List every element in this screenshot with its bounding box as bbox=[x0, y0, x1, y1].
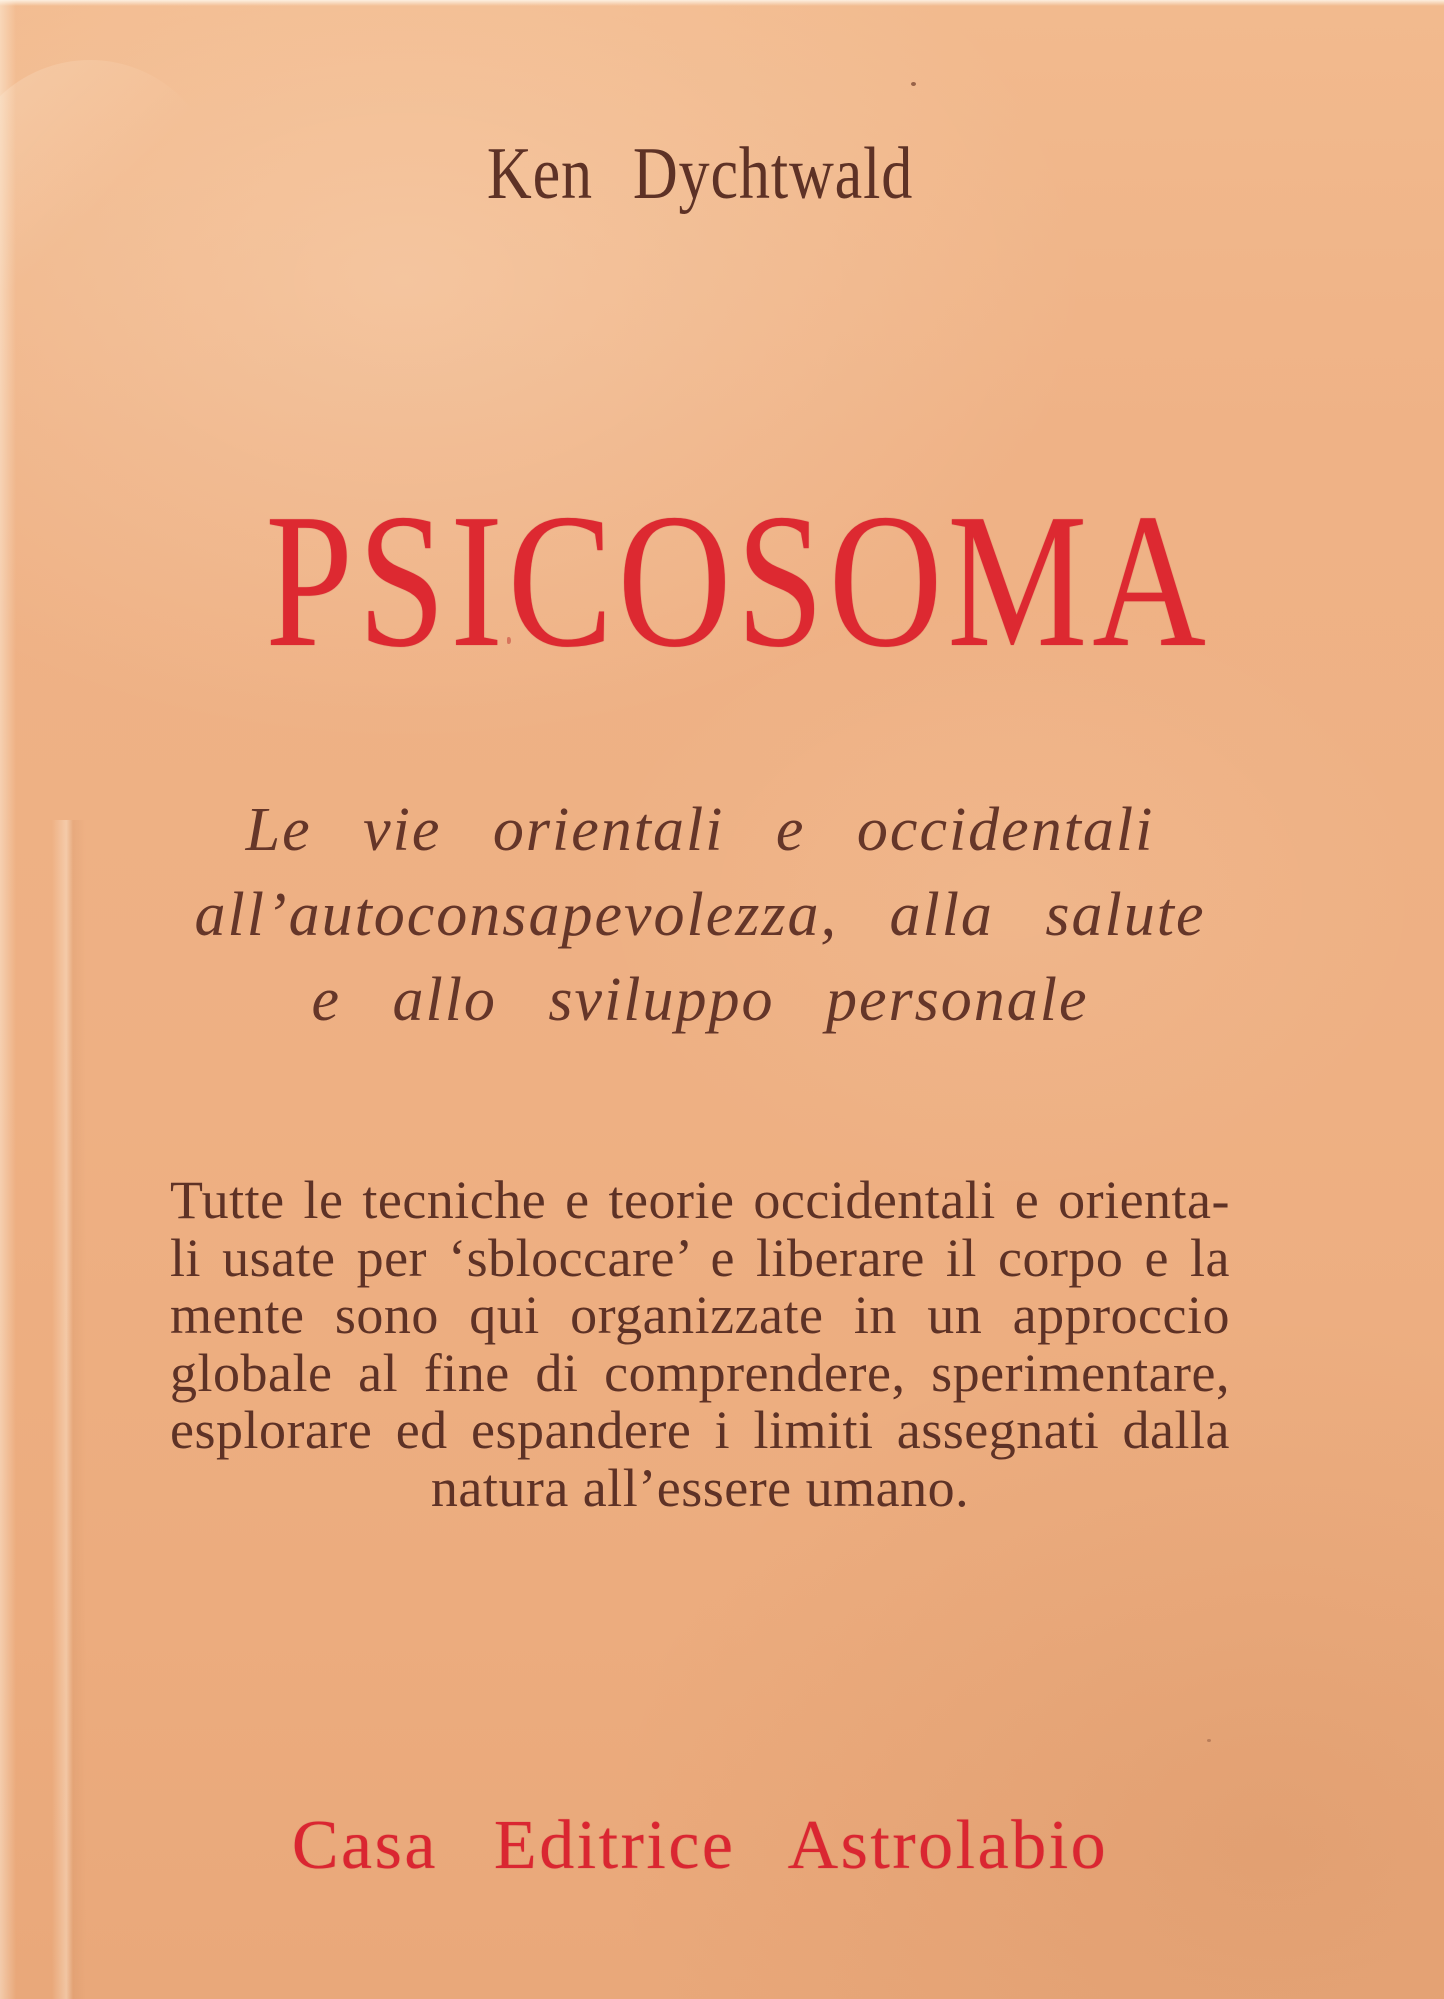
scan-edge-highlight-left bbox=[0, 0, 16, 1999]
book-title: PSICOSOMA bbox=[265, 474, 1211, 687]
blurb-line: Tutte le tecniche e teorie occidentali e orienta- bbox=[170, 1170, 1230, 1230]
blurb-line: li usate per ‘sbloccare’ e liberare il corpo e la bbox=[170, 1227, 1230, 1288]
blurb-line: mente sono qui organizzate in un approccio bbox=[170, 1285, 1230, 1345]
subtitle-line: Le vie orientali e occidentali bbox=[245, 796, 1155, 864]
cover-print-block bbox=[170, 0, 1230, 1999]
blurb-paragraph bbox=[170, 1172, 1230, 1517]
paper-crease bbox=[52, 820, 86, 1999]
subtitle-line: all’autoconsapevolezza, alla salute bbox=[194, 881, 1206, 949]
blurb-line: globale al fine di comprendere, sperimentare, bbox=[170, 1342, 1230, 1403]
subtitle bbox=[170, 788, 1230, 1043]
subtitle-line: e allo sviluppo personale bbox=[311, 966, 1089, 1034]
author-name: Ken Dychtwald bbox=[486, 133, 914, 215]
blurb-line: natura all’essere umano. bbox=[430, 1457, 970, 1518]
blurb-line: esplorare ed espandere i limiti assegnati dalla bbox=[170, 1400, 1230, 1460]
publisher-name: Casa Editrice Astrolabio bbox=[291, 1807, 1109, 1884]
